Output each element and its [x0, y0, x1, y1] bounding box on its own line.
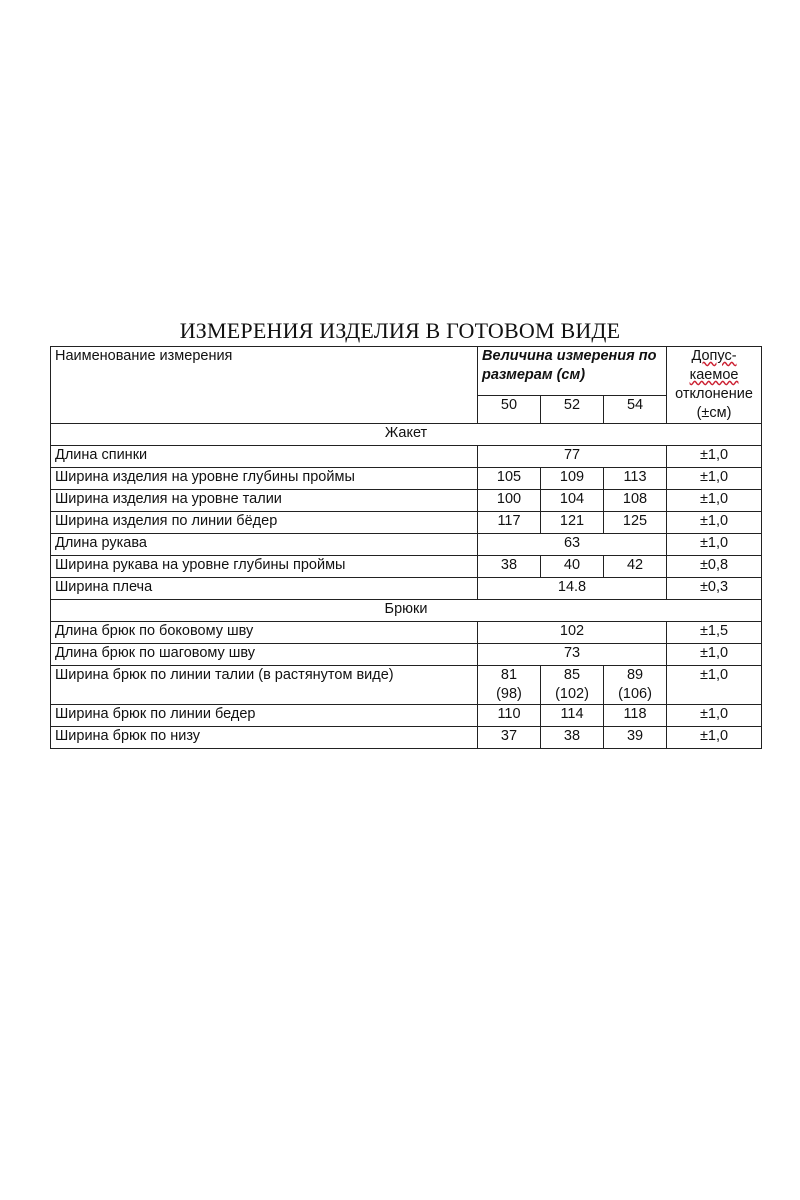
section-row-jacket [51, 424, 762, 446]
row-value-54: 113 [604, 468, 667, 490]
row-value-52 [541, 666, 604, 705]
value-main: 81 [500, 667, 518, 683]
table-row [51, 468, 762, 490]
size-52: 52 [541, 396, 604, 424]
table-row [51, 622, 762, 644]
row-value: 77 [478, 446, 667, 468]
header-tolerance-cell [667, 347, 762, 424]
row-tolerance: ±1,0 [667, 534, 762, 556]
row-value-52: 38 [541, 727, 604, 749]
row-name: Ширина брюк по низу [51, 727, 478, 749]
row-name: Длина брюк по боковому шву [51, 622, 478, 644]
row-value-50: 117 [478, 512, 541, 534]
table-row [51, 727, 762, 749]
table-row [51, 512, 762, 534]
row-tolerance: ±1,0 [667, 468, 762, 490]
table-row [51, 446, 762, 468]
row-tolerance: ±1,0 [667, 644, 762, 666]
row-tolerance: ±1,0 [667, 705, 762, 727]
row-value: 63 [478, 534, 667, 556]
table-row [51, 534, 762, 556]
table-row [51, 705, 762, 727]
row-name: Ширина изделия на уровне талии [51, 490, 478, 512]
tolerance-line3: отклонение [675, 386, 753, 402]
row-value-52: 109 [541, 468, 604, 490]
row-value: 102 [478, 622, 667, 644]
section-title: Жакет [51, 424, 762, 446]
size-50: 50 [478, 396, 541, 424]
page-title: ИЗМЕРЕНИЯ ИЗДЕЛИЯ В ГОТОВОМ ВИДЕ [179, 318, 621, 343]
table-row [51, 644, 762, 666]
tolerance-line2: каемое [689, 367, 739, 383]
table-row [51, 666, 762, 705]
row-tolerance: ±1,5 [667, 622, 762, 644]
row-name: Ширина брюк по линии бедер [51, 705, 478, 727]
row-name: Длина рукава [51, 534, 478, 556]
value-main: 89 [626, 667, 644, 683]
tolerance-line1: Допус- [691, 348, 737, 364]
table-row [51, 556, 762, 578]
header-row [51, 347, 762, 396]
row-tolerance: ±1,0 [667, 666, 762, 705]
row-value-54: 39 [604, 727, 667, 749]
row-value-54: 108 [604, 490, 667, 512]
row-name: Длина спинки [51, 446, 478, 468]
row-name: Ширина плеча [51, 578, 478, 600]
value-stretched: (102) [555, 686, 589, 702]
value-main: 85 [563, 667, 581, 683]
row-tolerance: ±1,0 [667, 446, 762, 468]
row-value-54: 118 [604, 705, 667, 727]
row-name: Ширина изделия на уровне глубины проймы [51, 468, 478, 490]
table-row [51, 490, 762, 512]
row-name: Ширина рукава на уровне глубины проймы [51, 556, 478, 578]
row-value-52: 40 [541, 556, 604, 578]
header-size-cell: Величина измерения по размерам (см) [478, 347, 667, 396]
row-tolerance: ±1,0 [667, 490, 762, 512]
row-name: Ширина брюк по линии талии (в растянутом виде) [51, 666, 478, 705]
row-name: Ширина изделия по линии бёдер [51, 512, 478, 534]
row-value-50: 105 [478, 468, 541, 490]
row-value-54 [604, 666, 667, 705]
row-value-50: 38 [478, 556, 541, 578]
tolerance-line4: (±см) [696, 405, 732, 421]
row-value-50: 100 [478, 490, 541, 512]
row-value-50 [478, 666, 541, 705]
row-tolerance: ±1,0 [667, 512, 762, 534]
row-value: 14.8 [478, 578, 667, 600]
table-row [51, 578, 762, 600]
row-value-50: 110 [478, 705, 541, 727]
row-tolerance: ±0,3 [667, 578, 762, 600]
row-value-52: 121 [541, 512, 604, 534]
row-value-52: 104 [541, 490, 604, 512]
measurements-table [50, 346, 762, 749]
row-value-52: 114 [541, 705, 604, 727]
section-row-trousers [51, 600, 762, 622]
value-stretched: (98) [496, 686, 522, 702]
header-name-cell: Наименование измерения [51, 347, 478, 424]
row-value-54: 42 [604, 556, 667, 578]
value-stretched: (106) [618, 686, 652, 702]
row-value-50: 37 [478, 727, 541, 749]
row-tolerance: ±0,8 [667, 556, 762, 578]
row-tolerance: ±1,0 [667, 727, 762, 749]
row-name: Длина брюк по шаговому шву [51, 644, 478, 666]
row-value-54: 125 [604, 512, 667, 534]
section-title: Брюки [51, 600, 762, 622]
size-54: 54 [604, 396, 667, 424]
row-value: 73 [478, 644, 667, 666]
